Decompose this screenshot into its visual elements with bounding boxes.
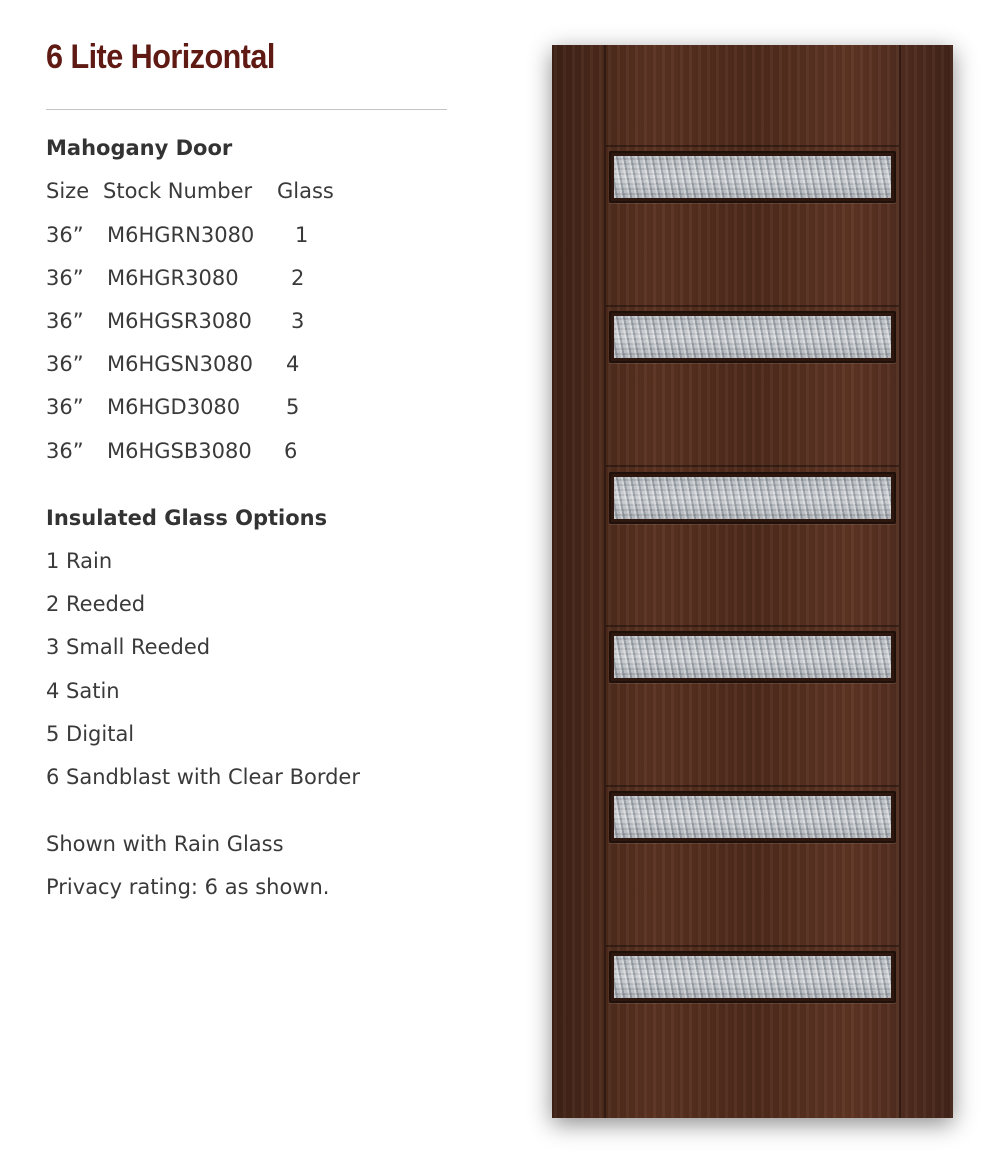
stock-number-cell: M6HGSR3080: [107, 309, 252, 333]
privacy-rating: Privacy rating: 6 as shown.: [46, 875, 330, 899]
glass-cell: 2: [291, 266, 305, 290]
rain-glass-panel: [614, 636, 891, 678]
list-item: 2 Reeded: [46, 592, 146, 616]
rain-glass-panel: [614, 956, 891, 998]
door-rail: [606, 305, 899, 307]
door-rail: [606, 785, 899, 787]
list-item: 6 Sandblast with Clear Border: [46, 765, 360, 789]
door-glass-lite: [609, 151, 896, 203]
size-cell: 36”: [46, 223, 84, 247]
rain-glass-panel: [614, 796, 891, 838]
list-item: 1 Rain: [46, 549, 113, 573]
glass-cell: 3: [291, 309, 305, 333]
page-title: 6 Lite Horizontal: [46, 38, 275, 76]
door-rail: [606, 945, 899, 947]
glass-cell: 6: [284, 439, 298, 463]
glass-cell: 1: [295, 223, 309, 247]
size-cell: 36”: [46, 266, 84, 290]
glass-cell: 5: [286, 395, 300, 419]
title-divider: [46, 109, 447, 110]
stock-number-cell: M6HGSB3080: [107, 439, 252, 463]
door-glass-lite: [609, 791, 896, 843]
list-item: 3 Small Reeded: [46, 635, 211, 659]
door-right-stile: [899, 45, 953, 1118]
size-cell: 36”: [46, 352, 84, 376]
column-header-size: Size: [46, 179, 90, 203]
door-left-stile: [552, 45, 606, 1118]
door-rail: [606, 145, 899, 147]
glass-options-heading: Insulated Glass Options: [46, 506, 328, 530]
door-rail: [606, 625, 899, 627]
rain-glass-panel: [614, 477, 891, 519]
size-cell: 36”: [46, 439, 84, 463]
door-glass-lite: [609, 472, 896, 524]
shown-with-note: Shown with Rain Glass: [46, 832, 284, 856]
stock-number-cell: M6HGRN3080: [107, 223, 255, 247]
size-cell: 36”: [46, 309, 84, 333]
glass-cell: 4: [286, 352, 300, 376]
door-heading: Mahogany Door: [46, 136, 233, 160]
rain-glass-panel: [614, 316, 891, 358]
door-glass-lite: [609, 631, 896, 683]
door-glass-lite: [609, 311, 896, 363]
stock-number-cell: M6HGR3080: [107, 266, 239, 290]
door-rail: [606, 465, 899, 467]
column-header-glass: Glass: [277, 179, 334, 203]
door-image: [552, 45, 953, 1118]
stock-number-cell: M6HGD3080: [107, 395, 241, 419]
size-cell: 36”: [46, 395, 84, 419]
column-header-stock-number: Stock Number: [103, 179, 253, 203]
rain-glass-panel: [614, 156, 891, 198]
list-item: 5 Digital: [46, 722, 135, 746]
door-glass-lite: [609, 951, 896, 1003]
stock-number-cell: M6HGSN3080: [107, 352, 254, 376]
list-item: 4 Satin: [46, 679, 120, 703]
